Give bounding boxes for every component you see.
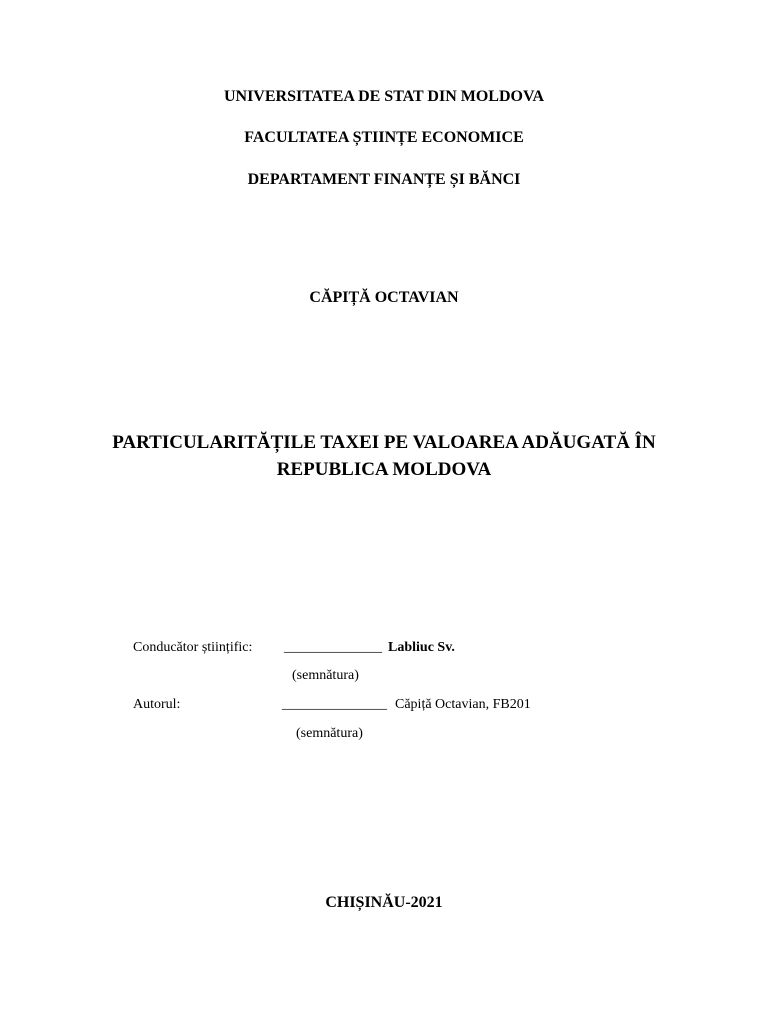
author-signature-note: (semnătura) [296, 726, 363, 741]
author-signature-line: _______________ [282, 697, 387, 712]
thesis-title-line-2: REPUBLICA MOLDOVA [276, 459, 492, 480]
department-name: DEPARTAMENT FINANȚE ȘI BĂNCI [247, 171, 521, 188]
supervisor-label: Conducător științific: [133, 640, 253, 655]
faculty-name: FACULTATEA ȘTIINȚE ECONOMICE [244, 129, 524, 146]
thesis-title-line-1: PARTICULARITĂȚILE TAXEI PE VALOAREA ADĂUGATĂ ÎN [112, 432, 656, 453]
place-year: CHIȘINĂU-2021 [325, 894, 443, 911]
supervisor-name: Labliuc Sv. [388, 640, 455, 655]
supervisor-signature-note: (semnătura) [292, 668, 359, 683]
author-value: Căpiță Octavian, FB201 [395, 697, 531, 712]
supervisor-signature-line: ______________ [284, 640, 382, 655]
author-heading: CĂPIȚĂ OCTAVIAN [309, 289, 459, 306]
university-name: UNIVERSITATEA DE STAT DIN MOLDOVA [223, 88, 545, 105]
thesis-title [84, 429, 684, 483]
author-label: Autorul: [133, 697, 181, 712]
